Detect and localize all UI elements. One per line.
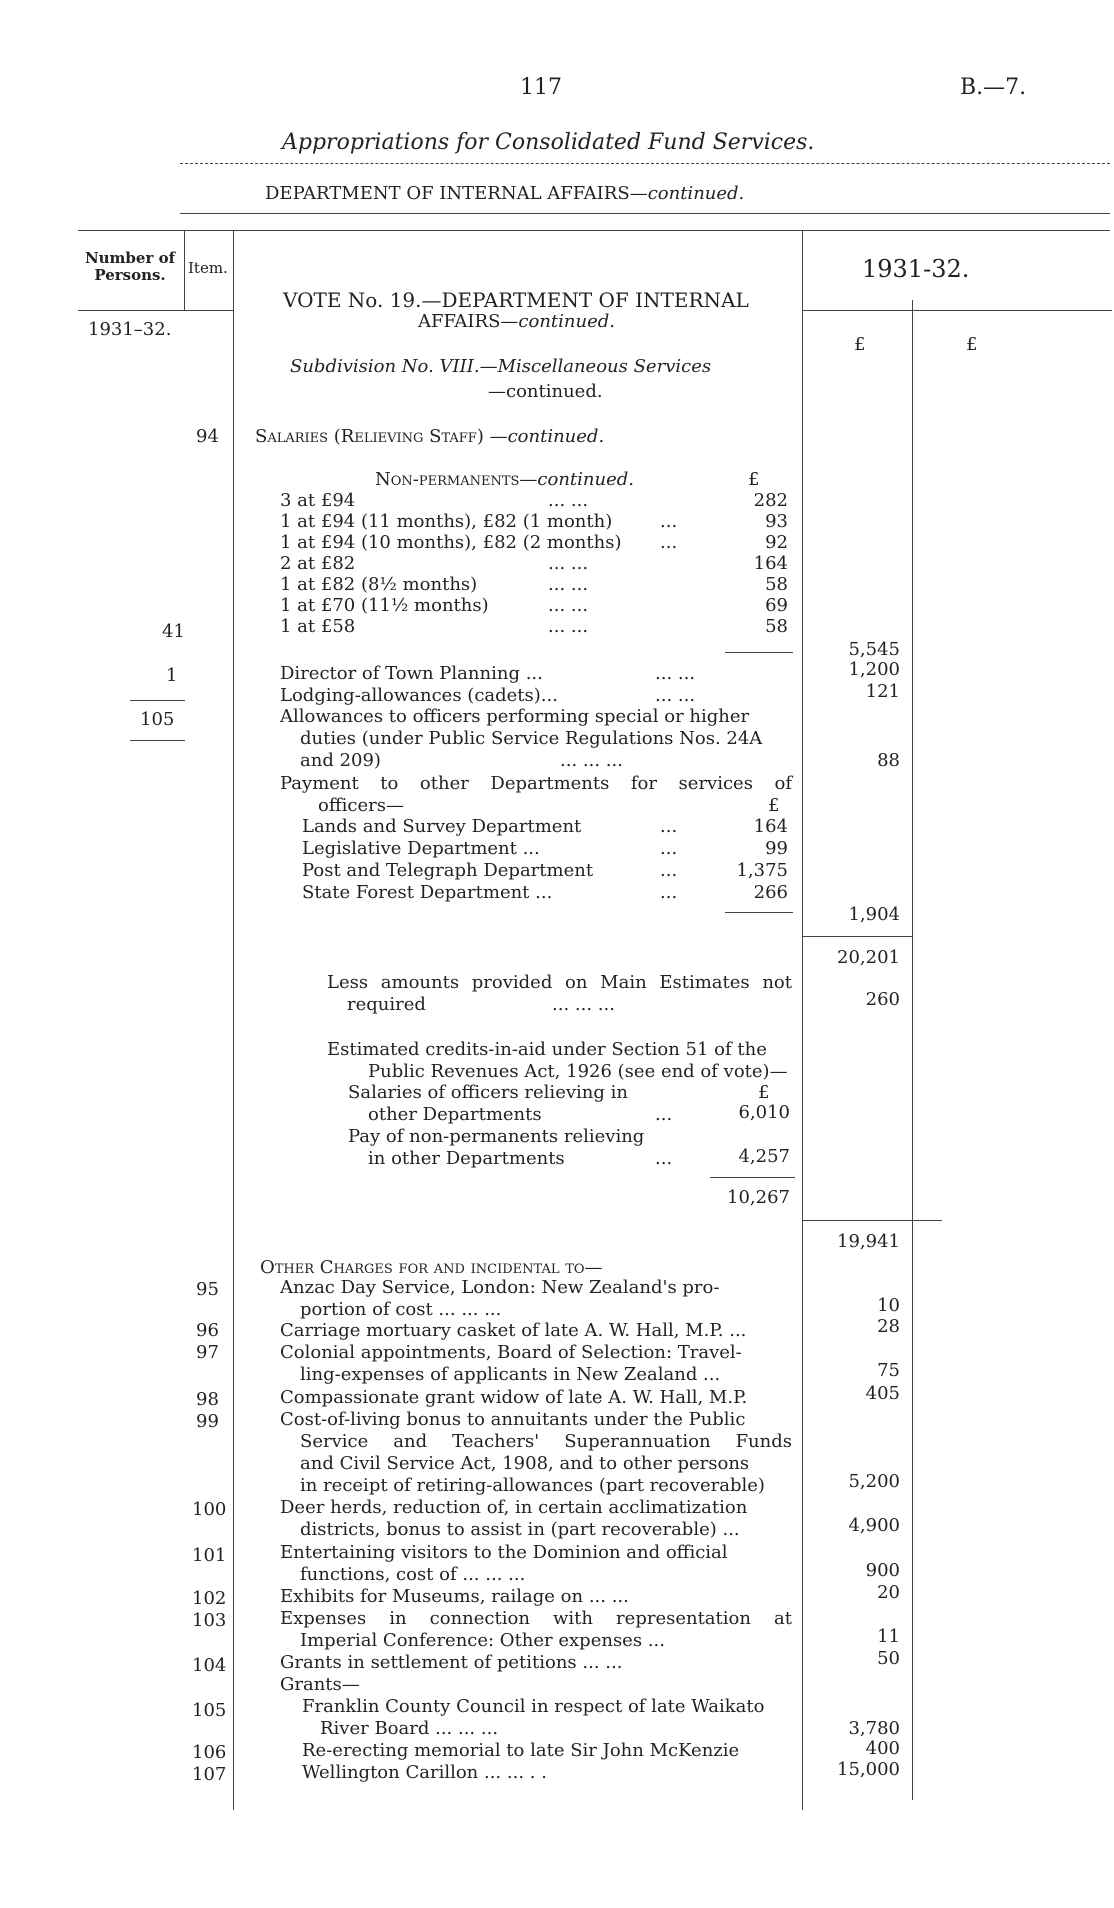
pound-sign: £ [768, 795, 780, 816]
list-item-text: Service and Teachers' Superannuation Funds [300, 1431, 792, 1452]
credit-salaries-label-2: other Departments [368, 1104, 542, 1125]
list-item-text: Colonial appointments, Board of Selection: Travel- [280, 1342, 742, 1363]
list-item-amount: 15,000 [837, 1759, 900, 1780]
leader-dots: ... [655, 1148, 673, 1169]
item-number: 105 [192, 1700, 227, 1721]
non-permanents-heading: Non-permanents—continued. [375, 469, 634, 490]
department-rule [180, 213, 1110, 214]
item-number: 97 [196, 1342, 219, 1363]
title-rule [180, 163, 1110, 164]
list-item-label: 1 at £82 (8½ months) [280, 574, 478, 595]
list-item-amount: 3,780 [848, 1718, 900, 1739]
lodging-label: Lodging-allowances (cadets)... [280, 685, 558, 706]
item-number: 104 [192, 1655, 227, 1676]
leader-dots: ... ... [548, 574, 589, 595]
item-number: 101 [192, 1545, 227, 1566]
lodging-amount: 121 [865, 681, 900, 702]
subtotal-rule [802, 936, 912, 937]
payment-label: Post and Telegraph Department [302, 860, 594, 881]
payments-total: 1,904 [848, 904, 900, 925]
column-header-item: Item. [188, 259, 228, 277]
list-item-amount: 10 [877, 1295, 900, 1316]
leader-dots: ... ... [655, 663, 696, 684]
leader-dots: ... ... [655, 685, 696, 706]
list-item-amount: 69 [765, 595, 788, 616]
persons-count: 41 [162, 621, 185, 642]
item-number: 103 [192, 1610, 227, 1631]
allowances-line-1: Allowances to officers performing special or higher [280, 706, 750, 727]
payment-label: Lands and Survey Department [302, 816, 582, 837]
list-item-text: Re-erecting memorial to late Sir John McKenzie [302, 1740, 740, 1761]
leader-dots: ... [660, 816, 678, 837]
persons-col-rule [184, 230, 185, 310]
list-item-label: 2 at £82 [280, 553, 356, 574]
leader-dots: ... ... [548, 490, 589, 511]
leader-dots: ... ... [548, 553, 589, 574]
payment-amount: 1,375 [736, 860, 788, 881]
grants-heading: Grants— [280, 1674, 360, 1695]
leader-dots: ... [660, 838, 678, 859]
list-item-amount: 405 [865, 1383, 900, 1404]
subtotal-rule [725, 652, 793, 653]
item-number: 96 [196, 1320, 219, 1341]
less-line-1: Less amounts provided on Main Estimates not [327, 972, 792, 993]
persons-total: 105 [140, 709, 175, 730]
vote-line-1: VOTE No. 19.—DEPARTMENT OF INTERNAL [283, 288, 749, 312]
director-label: Director of Town Planning ... [280, 663, 543, 684]
credits-total: 10,267 [727, 1187, 790, 1208]
leader-dots: ... [655, 1104, 673, 1125]
item-number: 98 [196, 1389, 219, 1410]
amount-col-rule [802, 230, 803, 1810]
leader-dots: ... [660, 860, 678, 881]
list-item-text: Compassionate grant widow of late A. W. Hall, M.P. [280, 1387, 748, 1408]
non-permanents-total: 5,545 [848, 639, 900, 660]
list-item-text: Grants in settlement of petitions ... ... [280, 1652, 623, 1673]
list-item-amount: 58 [765, 574, 788, 595]
list-item-text: districts, bonus to assist in (part recoverable) ... [300, 1519, 740, 1540]
subdivision-continued: —continued. [488, 381, 603, 402]
credit-salaries-amount: 6,010 [738, 1102, 790, 1123]
amount-inner-rule [912, 300, 913, 1800]
page-title: Appropriations for Consolidated Fund Services. [282, 130, 815, 155]
list-item-text: and Civil Service Act, 1908, and to other persons [300, 1453, 750, 1474]
credit-pay-amount: 4,257 [738, 1146, 790, 1167]
leader-dots: ... ... [548, 595, 589, 616]
list-item-amount: 400 [865, 1738, 900, 1759]
list-item-text: Anzac Day Service, London: New Zealand's pro- [280, 1277, 720, 1298]
list-item-text: Expenses in connection with representation at [280, 1608, 792, 1629]
leader-dots: ... [660, 511, 678, 532]
list-item-text: Franklin County Council in respect of late Waikato [302, 1696, 765, 1717]
leader-dots: ... ... [548, 616, 589, 637]
pound-sign: £ [748, 469, 760, 490]
pound-col-a: £ [854, 334, 866, 355]
salaries-heading: Salaries (Relieving Staff) —continued. [255, 426, 605, 447]
list-item-text: Cost-of-living bonus to annuitants under the Public [280, 1409, 746, 1430]
item-number: 107 [192, 1764, 227, 1785]
gross-total: 20,201 [837, 947, 900, 968]
allowances-amount: 88 [877, 750, 900, 771]
item-number: 99 [196, 1411, 219, 1432]
list-item-amount: 164 [753, 553, 788, 574]
list-item-text: portion of cost ... ... ... [300, 1299, 502, 1320]
leader-dots: ... ... ... [552, 994, 615, 1015]
less-amount: 260 [865, 989, 900, 1010]
list-item-text: in receipt of retiring-allowances (part recoverable) [300, 1475, 765, 1496]
list-item-text: ling-expenses of applicants in New Zealand ... [300, 1364, 721, 1385]
list-item-amount: 4,900 [848, 1515, 900, 1536]
credit-pay-label-2: in other Departments [368, 1148, 565, 1169]
vote-line-2: AFFAIRS—continued. [418, 311, 615, 332]
list-item-amount: 50 [877, 1648, 900, 1669]
payment-line-1: Payment to other Departments for services of [280, 773, 792, 794]
credit-salaries-label: Salaries of officers relieving in [348, 1082, 628, 1103]
list-item-text: Carriage mortuary casket of late A. W. Hall, M.P. ... [280, 1320, 747, 1341]
list-item-text: River Board ... ... ... [320, 1718, 499, 1739]
item-number: 95 [196, 1279, 219, 1300]
pound-col-b: £ [966, 334, 978, 355]
persons-year: 1931–32. [88, 319, 172, 340]
persons-header-rule [78, 310, 233, 311]
payment-amount: 164 [753, 816, 788, 837]
item-number: 100 [192, 1499, 227, 1520]
list-item-text: Exhibits for Museums, railage on ... ... [280, 1586, 629, 1607]
leader-dots: ... ... ... [560, 750, 623, 771]
payment-amount: 99 [765, 838, 788, 859]
allowances-line-3: and 209) [300, 750, 381, 771]
list-item-amount: 75 [877, 1360, 900, 1381]
list-item-label: 1 at £94 (11 months), £82 (1 month) [280, 511, 613, 532]
list-item-amount: 93 [765, 511, 788, 532]
list-item-text: Wellington Carillon ... ... . . [302, 1762, 547, 1783]
leader-dots: ... [660, 532, 678, 553]
list-item-label: 1 at £58 [280, 616, 356, 637]
payment-amount: 266 [753, 882, 788, 903]
pound-sign: £ [758, 1082, 770, 1103]
other-charges-heading: Other Charges for and incidental to— [260, 1257, 603, 1278]
less-line-2: required [347, 994, 426, 1015]
list-item-amount: 92 [765, 532, 788, 553]
credit-pay-label: Pay of non-permanents relieving [348, 1126, 645, 1147]
department-heading: DEPARTMENT OF INTERNAL AFFAIRS—continued. [265, 183, 745, 204]
item-number: 102 [192, 1588, 227, 1609]
list-item-amount: 58 [765, 616, 788, 637]
list-item-label: 3 at £94 [280, 490, 356, 511]
credits-rule [710, 1177, 795, 1178]
net-total: 19,941 [837, 1231, 900, 1252]
leader-dots: ... [660, 882, 678, 903]
list-item-amount: 900 [865, 1560, 900, 1581]
item-col-rule [233, 230, 234, 1810]
list-item-text: Deer herds, reduction of, in certain acclimatization [280, 1497, 748, 1518]
credits-line-2: Public Revenues Act, 1926 (see end of vote)— [368, 1061, 788, 1082]
list-item-label: 1 at £70 (11½ months) [280, 595, 489, 616]
list-item-amount: 5,200 [848, 1471, 900, 1492]
allowances-line-2: duties (under Public Service Regulations Nos. 24A [300, 728, 763, 749]
item-number: 94 [196, 426, 219, 447]
payment-line-2: officers— [318, 795, 404, 816]
list-item-amount: 20 [877, 1582, 900, 1603]
list-item-text: functions, cost of ... ... ... [300, 1564, 526, 1585]
list-item-text: Imperial Conference: Other expenses ... [300, 1630, 665, 1651]
column-header-persons: Number of Persons. [84, 249, 176, 284]
list-item-text: Entertaining visitors to the Dominion and official [280, 1542, 728, 1563]
payment-label: Legislative Department ... [302, 838, 540, 859]
page-number: 117 [520, 75, 562, 100]
list-item-label: 1 at £94 (10 months), £82 (2 months) [280, 532, 622, 553]
credits-line-1: Estimated credits-in-aid under Section 51 of the [327, 1039, 767, 1060]
persons-count: 1 [166, 665, 178, 686]
persons-rule [130, 700, 185, 701]
net-rule [802, 1220, 942, 1221]
item-number: 106 [192, 1742, 227, 1763]
list-item-amount: 11 [877, 1626, 900, 1647]
document-code: B.—7. [960, 75, 1027, 100]
director-amount: 1,200 [848, 659, 900, 680]
year-rule [802, 310, 1112, 311]
list-item-amount: 28 [877, 1316, 900, 1337]
subdivision-heading: Subdivision No. VIII.—Miscellaneous Services [290, 356, 712, 377]
payment-label: State Forest Department ... [302, 882, 553, 903]
payments-rule [725, 912, 793, 913]
list-item-amount: 282 [753, 490, 788, 511]
persons-total-rule [130, 740, 185, 741]
column-header-year: 1931-32. [862, 255, 970, 283]
